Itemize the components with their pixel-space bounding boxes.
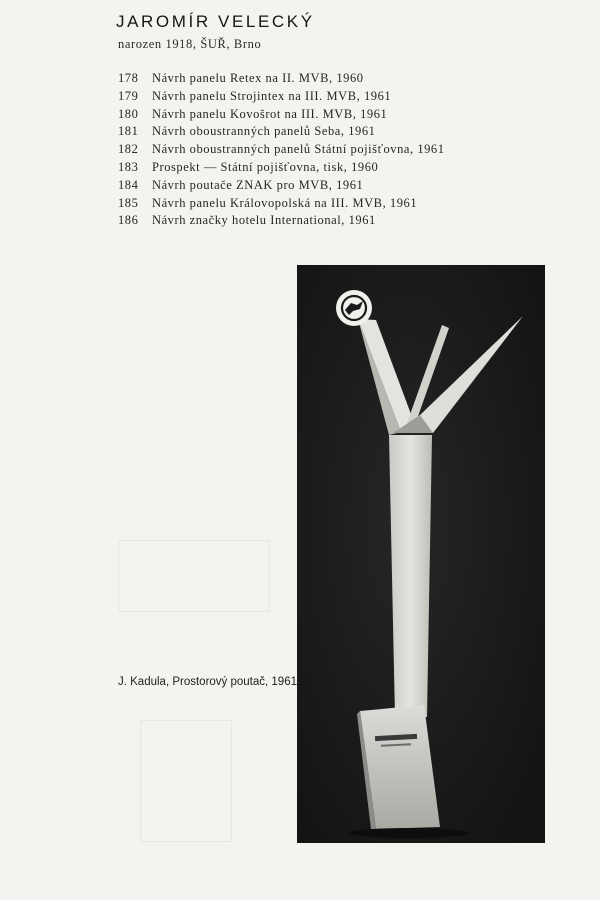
work-title: Návrh panelu Retex na II. MVB, 1960 [152,71,364,85]
work-title: Návrh panelu Královopolská na III. MVB, 1961 [152,195,418,210]
author-info: narozen 1918, ŠUŘ, Brno [118,37,262,51]
author-name: JAROMÍR VELECKÝ [116,12,315,31]
sculpture-photo [297,265,545,843]
show-through-shadow [118,540,270,612]
sculpture-column [389,435,432,717]
list-item [118,106,445,124]
work-title: Návrh poutače ZNAK pro MVB, 1961 [152,177,364,192]
work-number: 182 [118,142,139,157]
work-title: Návrh oboustranných panelů Státní pojišťovna, 1961 [152,142,445,157]
list-item [118,159,445,177]
work-title: Návrh značky hotelu International, 1961 [152,213,376,228]
list-item [118,212,445,230]
work-title: Návrh panelu Strojintex na III. MVB, 1961 [152,88,392,103]
figure-caption: J. Kadula, Prostorový poutač, 1961 [118,676,297,688]
work-number: 180 [118,106,139,121]
works-list [118,70,445,230]
list-item [118,195,445,213]
list-item [118,123,445,141]
list-item [118,177,445,195]
work-number: 186 [118,213,139,228]
list-item [118,88,445,106]
work-number: 185 [118,195,139,210]
work-number: 179 [118,88,139,103]
list-item [118,70,445,88]
show-through-shadow [140,720,232,842]
work-title: Návrh panelu Kovošrot na III. MVB, 1961 [152,106,388,121]
work-title: Prospekt — Státní pojišťovna, tisk, 1960 [152,159,379,174]
work-title: Návrh oboustranných panelů Seba, 1961 [152,124,376,139]
sculpture-shadow [349,828,469,838]
work-number: 183 [118,159,139,174]
work-number: 184 [118,177,139,192]
work-number: 181 [118,124,139,139]
work-number: 178 [118,71,139,85]
list-item [118,141,445,159]
